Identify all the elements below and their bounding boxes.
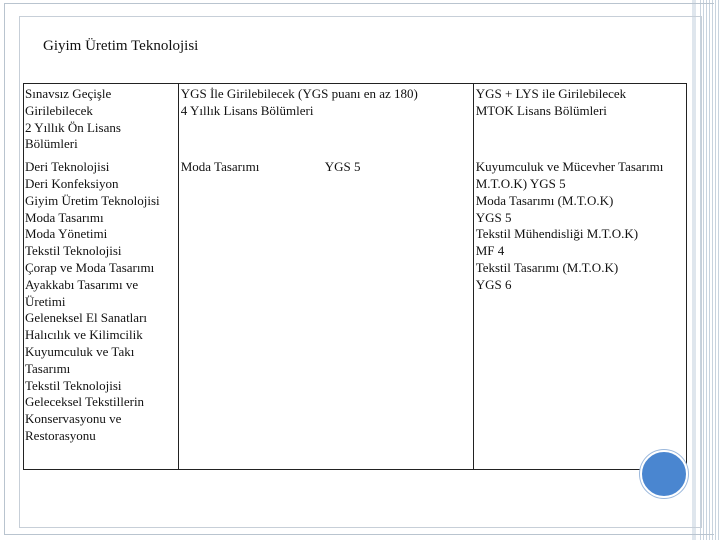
- list-item: Moda Tasarımı (M.T.O.K): [475, 192, 614, 208]
- list-item: Deri Konfeksiyon: [25, 175, 119, 191]
- list-item: Restorasyonu: [25, 427, 96, 443]
- list-item: Tasarımı: [25, 360, 71, 376]
- cell-lys-programs: [473, 156, 687, 470]
- programs-table: [23, 83, 687, 470]
- header-line: Girilebilecek: [25, 102, 93, 118]
- list-item: Kuyumculuk ve Takı: [25, 343, 135, 359]
- header-line: 4 Yıllık Lisans Bölümleri: [180, 102, 314, 118]
- header-cell-ygs: [178, 83, 473, 156]
- list-item: Giyim Üretim Teknolojisi: [25, 192, 160, 208]
- slide-title: Giyim Üretim Teknolojisi: [43, 38, 199, 54]
- table-header-row: [23, 83, 687, 156]
- list-item: Tekstil Teknolojisi: [25, 377, 122, 393]
- header-cell-lys: [473, 83, 687, 156]
- header-line: MTOK Lisans Bölümleri: [475, 102, 607, 118]
- list-item: Tekstil Mühendisliği M.T.O.K): [475, 226, 639, 242]
- table-row: [23, 156, 687, 470]
- program-name: Moda Tasarımı: [180, 159, 260, 175]
- list-item: Üretimi: [25, 293, 66, 309]
- list-item: Konservasyonu ve: [25, 411, 122, 427]
- list-item: YGS 5: [475, 209, 512, 225]
- decorative-circle: [640, 450, 688, 498]
- header-line: Bölümleri: [25, 136, 78, 152]
- list-item: YGS 6: [475, 276, 512, 292]
- header-line: YGS + LYS ile Girilebilecek: [475, 86, 627, 101]
- header-line: YGS İle Girilebilecek (YGS puanı en az 180): [180, 86, 418, 101]
- cell-prelicense-programs: [23, 156, 178, 470]
- list-item: Tekstil Tasarımı (M.T.O.K): [475, 259, 619, 275]
- list-item: Geleneksel El Sanatları: [25, 310, 148, 326]
- header-line: Sınavsız Geçişle: [25, 86, 112, 101]
- list-item: Deri Teknolojisi: [25, 159, 110, 175]
- list-item: MF 4: [475, 243, 505, 259]
- program-score: YGS 5: [324, 159, 361, 175]
- list-item: M.T.O.K) YGS 5: [475, 175, 566, 191]
- list-item: Moda Tasarımı: [25, 209, 104, 225]
- list-item: Moda Yönetimi: [25, 226, 108, 242]
- list-item: Kuyumculuk ve Mücevher Tasarımı: [475, 159, 664, 175]
- list-item: Halıcılık ve Kilimcilik: [25, 327, 143, 343]
- cell-ygs-programs: [178, 156, 473, 470]
- list-item: Çorap ve Moda Tasarımı: [25, 259, 155, 275]
- list-item: Geleceksel Tekstillerin: [25, 394, 145, 410]
- list-item: Tekstil Teknolojisi: [25, 243, 122, 259]
- header-cell-prelicense: [23, 83, 178, 156]
- header-line: 2 Yıllık Ön Lisans: [25, 119, 121, 135]
- list-item: Ayakkabı Tasarımı ve: [25, 276, 139, 292]
